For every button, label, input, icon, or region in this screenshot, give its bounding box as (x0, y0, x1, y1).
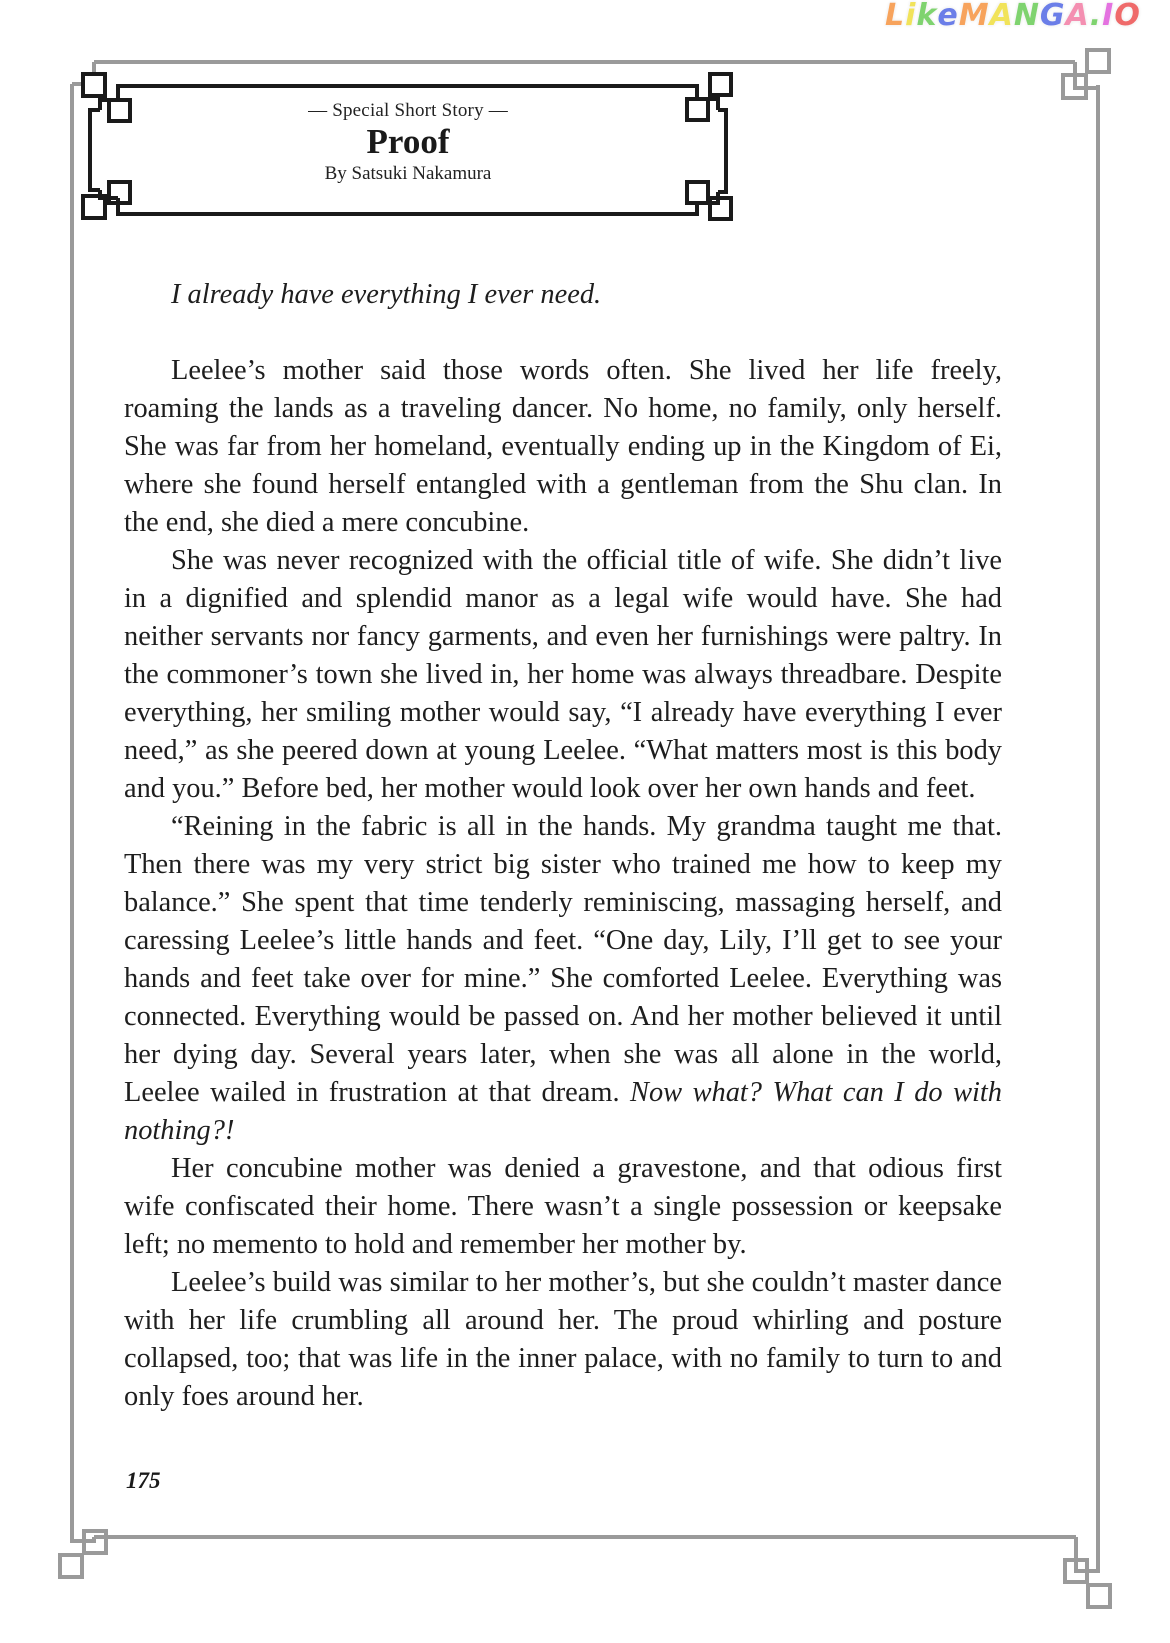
watermark-letter: M (958, 0, 990, 33)
watermark-letter: A (989, 0, 1014, 33)
story-body (124, 276, 1002, 1416)
outer-corner-top-right (1063, 50, 1109, 98)
watermark-letter: A (1065, 0, 1090, 33)
story-paragraph (124, 542, 1002, 808)
watermark-letter: G (1039, 0, 1066, 33)
title-box-left-edge (90, 110, 100, 190)
page-number: 175 (126, 1468, 161, 1493)
watermark-letter: e (937, 0, 959, 33)
paragraph-text: Leelee’s build was similar to her mother’s, but she couldn’t master dance with her life crumbling all around her. The proud whirling and posture collapsed, too; that was life in the inner palace, with no family to turn to and only foes around her. (124, 1267, 1002, 1412)
outer-corner-bottom-left (60, 1514, 106, 1577)
watermark-letter: . (1089, 0, 1103, 33)
title-box-bottom-edge (118, 198, 697, 214)
title-box-right-edge (718, 110, 726, 192)
story-paragraph (124, 808, 1002, 1150)
paragraph-text: Leelee’s mother said those words often. She lived her life freely, roaming the lands as a traveling dancer. No home, no family, only herself. She was far from her homeland, eventually ending up in the Kingdom of Ei, where she found herself entangled with a gentleman from the Shu clan. In the end, she died a mere concubine. (124, 355, 1002, 538)
story-paragraph (124, 1264, 1002, 1416)
paragraph-text: “Reining in the fabric is all in the hands. My grandma taught me that. Then there was my very strict big sister who trained me how to keep my balance.” She spent that time tenderly reminiscing, massaging herself, and caressing Leelee’s little hands and feet. “One day, Lily, I’ll get to see your hands and feet take over for mine.” She comforted Leelee. Everything was connected. Everything would be passed on. And her mother believed it until her dying day. Several years later, when she was all alone in the world, Leelee wailed in frustration at that dream. (124, 811, 1002, 1108)
story-paragraph (124, 1150, 1002, 1264)
watermark-letter: L (885, 0, 906, 33)
watermark-letter: N (1013, 0, 1040, 33)
story-header (118, 92, 698, 196)
paragraph-text: She was never recognized with the official title of wife. She didn’t live in a dignified and splendid manor as a legal wife would have. She had neither servants nor fancy garments, and even her furnishings were paltry. In the commoner’s town she lived in, her home was always threadbare. Despite everything, her smiling mother would say, “I already have everything I ever need,” as she peered down at young Leelee. “What matters most is this body and you.” Before bed, her mother would look over her own hands and feet. (124, 545, 1002, 804)
story-kicker: — Special Short Story — (308, 100, 508, 121)
story-epigraph: I already have everything I ever need. (171, 279, 602, 310)
paragraph-text: Her concubine mother was denied a gravestone, and that odious first wife confiscated their home. There wasn’t a single possession or keepsake left; no memento to hold and remember her mother by. (124, 1153, 1002, 1260)
story-title: Proof (366, 122, 450, 161)
watermark-letter: k (916, 0, 938, 33)
outer-corner-bottom-right (1065, 1518, 1110, 1607)
watermark-letter: O (1114, 0, 1141, 33)
paragraph-italic-thought: Now what? What can I do with nothing?! (124, 1077, 1002, 1146)
story-byline: By Satsuki Nakamura (324, 163, 492, 184)
story-paragraph (124, 352, 1002, 542)
watermark-letter: I (1102, 0, 1115, 33)
watermark-letter: i (905, 0, 917, 33)
